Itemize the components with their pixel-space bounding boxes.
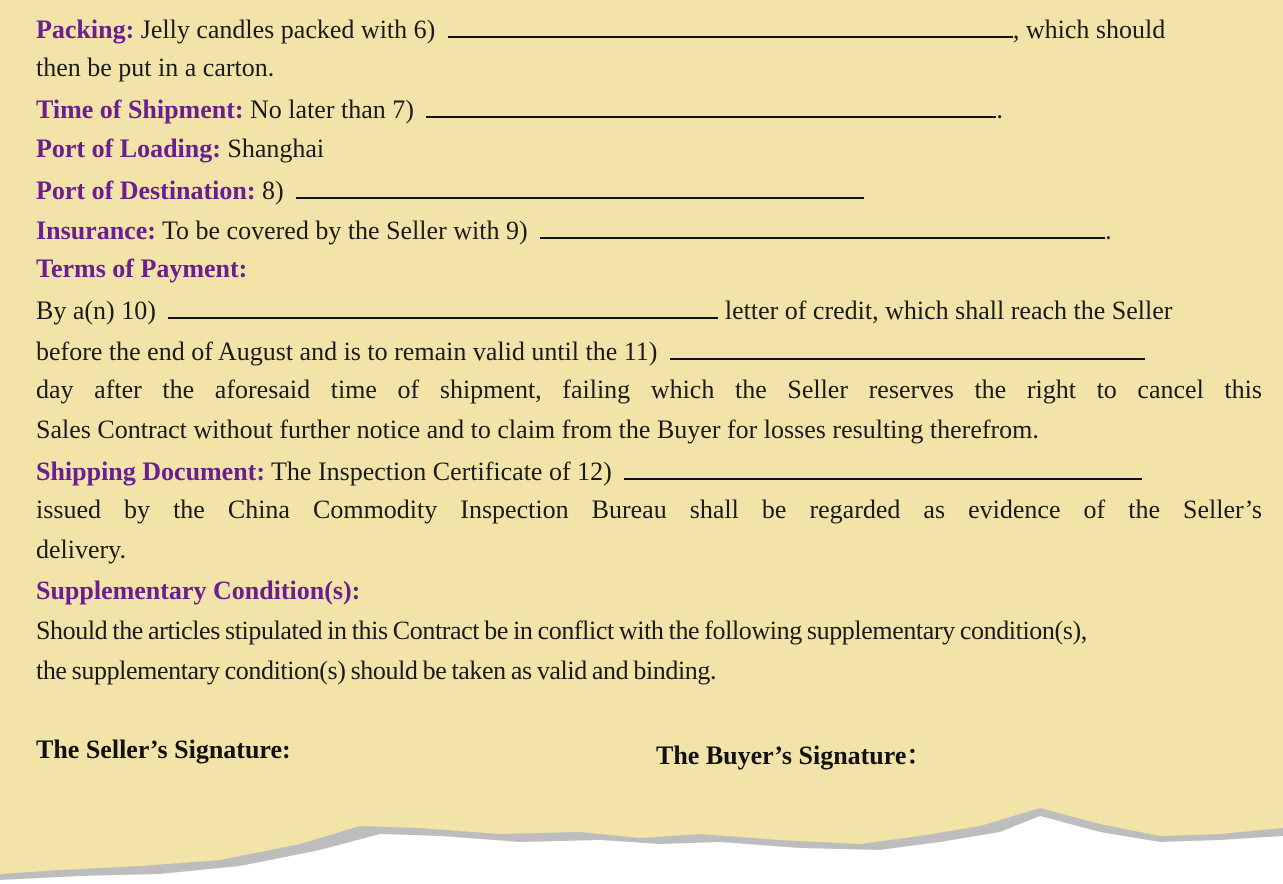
- blank-6[interactable]: [448, 8, 1013, 38]
- blank-7[interactable]: [426, 88, 996, 118]
- packing-text: Jelly candles packed with 6): [140, 15, 436, 44]
- destination-line: [36, 169, 1262, 209]
- blank-12[interactable]: [624, 450, 1142, 480]
- loading-value: Shanghai: [227, 133, 325, 163]
- loading-line: [36, 129, 1262, 169]
- packing-continuation: then be put in a carton.: [36, 53, 275, 83]
- payment-text-1-after: letter of credit, which shall reach the Seller: [724, 296, 1173, 326]
- payment-label: Terms of Payment:: [36, 254, 248, 284]
- shipping-doc-label: Shipping Document:: [36, 457, 265, 487]
- torn-paper-edge: [0, 804, 1283, 884]
- insurance-text: To be covered by the Seller with 9): [161, 215, 528, 245]
- supplementary-heading: [36, 571, 1262, 611]
- supplementary-label: Supplementary Condition(s):: [36, 575, 361, 605]
- insurance-text-after: .: [1105, 215, 1112, 245]
- payment-line-1: [36, 289, 1262, 329]
- blank-9[interactable]: [540, 209, 1105, 239]
- payment-line-4: Sales Contract without further notice and to claim from the Buyer for losses resulting therefrom.: [36, 414, 1039, 444]
- supplementary-line-2: the supplementary condition(s) should be taken as valid and binding.: [36, 656, 717, 685]
- buyer-signature-label: The Buyer’s Signature：: [656, 741, 933, 770]
- packing-label: Packing:: [36, 15, 135, 44]
- payment-line-2: [36, 330, 1262, 370]
- loading-label: Port of Loading:: [36, 133, 221, 163]
- blank-8[interactable]: [296, 169, 864, 199]
- insurance-line: [36, 209, 1262, 249]
- payment-line-3: day after the aforesaid time of shipment, failing which the Seller reserves the right to cancel this: [36, 374, 1262, 404]
- shipment-text-after: .: [996, 95, 1003, 125]
- shipment-text: No later than 7): [250, 95, 414, 125]
- destination-text: 8): [262, 175, 284, 205]
- payment-text-1: By a(n) 10): [36, 296, 156, 326]
- seller-signature-label: The Seller’s Signature:: [36, 735, 291, 764]
- supplementary-line-1: Should the articles stipulated in this Contract be in conflict with the following supplementary condition(s),: [36, 615, 1087, 645]
- insurance-label: Insurance:: [36, 215, 156, 245]
- contract-body: [36, 8, 1262, 691]
- payment-heading: [36, 249, 1262, 289]
- blank-10[interactable]: [168, 289, 718, 319]
- shipping-doc-text: The Inspection Certificate of 12): [271, 457, 612, 487]
- blank-11[interactable]: [670, 330, 1145, 360]
- shipment-line: [36, 88, 1262, 128]
- shipping-doc-line-3: delivery.: [36, 535, 126, 565]
- packing-text-after: , which should: [1012, 15, 1166, 44]
- payment-text-2: before the end of August and is to remain valid until the 11): [36, 336, 658, 366]
- packing-line: [36, 8, 1262, 48]
- signature-row: [36, 735, 1236, 775]
- shipping-doc-line-2: issued by the China Commodity Inspection Bureau shall be regarded as evidence of the Seller’s: [36, 495, 1262, 525]
- shipping-doc-line: [36, 450, 1262, 490]
- shipment-label: Time of Shipment:: [36, 95, 244, 125]
- destination-label: Port of Destination:: [36, 175, 256, 205]
